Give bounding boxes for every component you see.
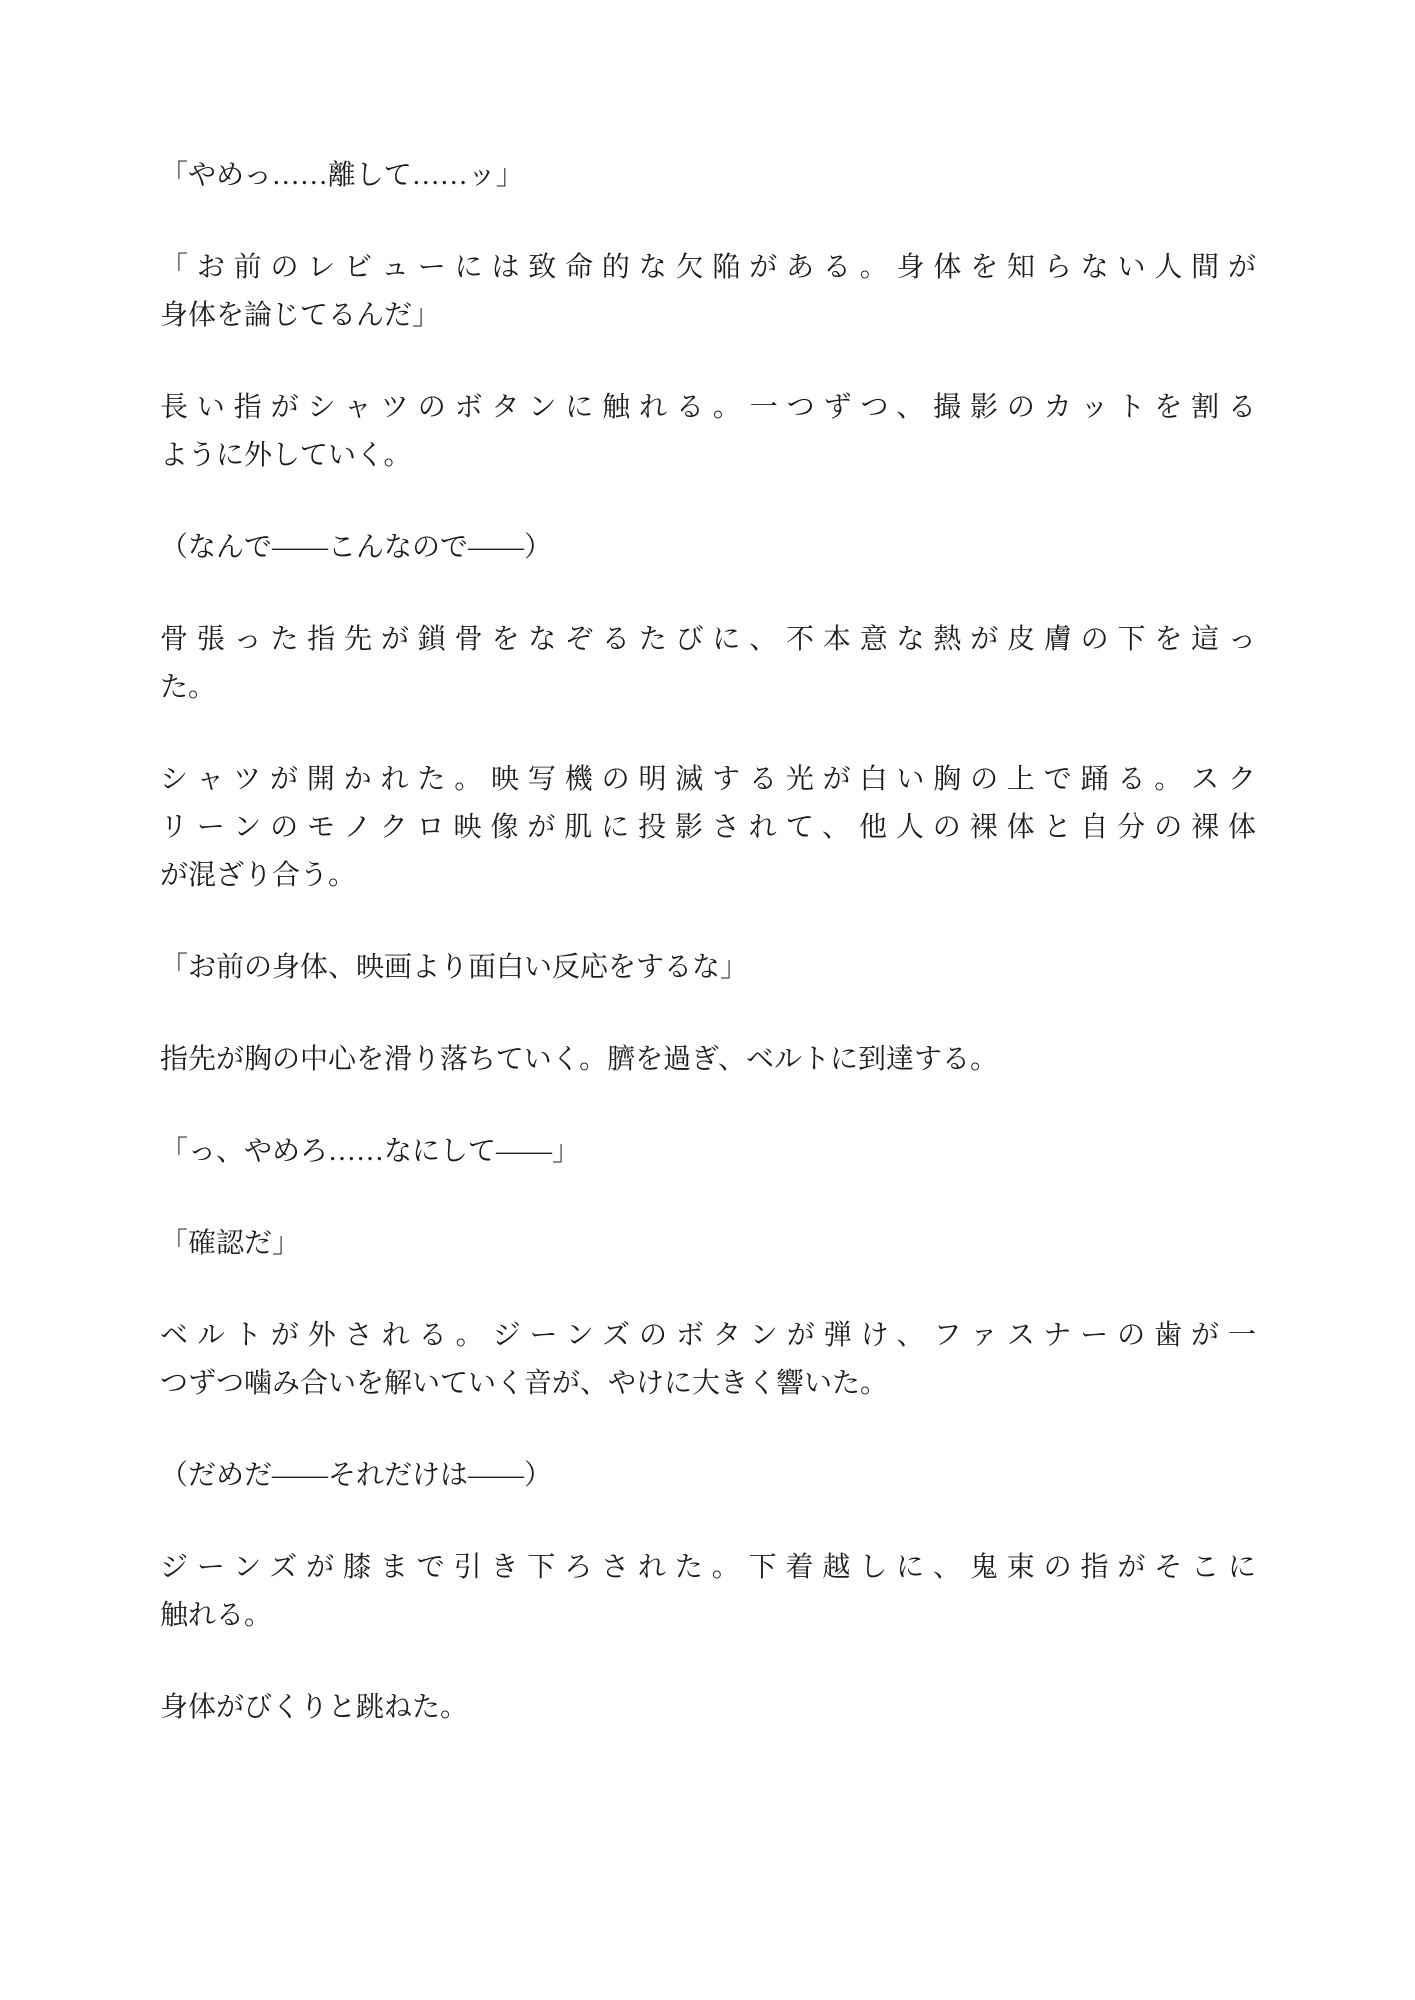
text-line: た。 [160, 672, 217, 703]
text-line: ように外していく。 [160, 440, 412, 471]
paragraph-narration [160, 1684, 1256, 1732]
paragraph-narration [160, 1312, 1256, 1408]
text-line: シャツが開かれた。映写機の明滅する光が白い胸の上で踊る。スク [160, 764, 1256, 795]
text-line: 触れる。 [160, 1600, 273, 1631]
text-line: 「お前のレビューには致命的な欠陥がある。身体を知らない人間が [160, 252, 1256, 283]
text-line: 骨張った指先が鎖骨をなぞるたびに、不本意な熱が皮膚の下を這っ [160, 624, 1256, 655]
paragraph-dialogue [160, 944, 1256, 992]
text-line: 「お前の身体、映画より面白い反応をするな」 [160, 952, 749, 983]
text-line: 「確認だ」 [160, 1228, 301, 1259]
text-line: 身体がびくりと跳ねた。 [160, 1692, 469, 1723]
text-line: 指先が胸の中心を滑り落ちていく。臍を過ぎ、ベルトに到達する。 [160, 1044, 999, 1075]
paragraph-dialogue [160, 244, 1256, 340]
text-line: つずつ噛み合いを解いていく音が、やけに大きく響いた。 [160, 1368, 889, 1399]
text-line: 長い指がシャツのボタンに触れる。一つずつ、撮影のカットを割る [160, 392, 1256, 423]
paragraph-inner-monologue [160, 1452, 1256, 1500]
paragraph-narration [160, 1544, 1256, 1640]
text-line: （なんで——こんなので——） [160, 532, 553, 563]
text-line: （だめだ——それだけは——） [160, 1460, 553, 1491]
text-line: 「やめっ……離して……ッ」 [160, 160, 524, 191]
text-line: 身体を論じてるんだ」 [160, 300, 441, 331]
paragraph-dialogue [160, 1128, 1256, 1176]
text-line: ベルトが外される。ジーンズのボタンが弾け、ファスナーの歯が一 [160, 1320, 1256, 1351]
text-line: 「っ、やめろ……なにして——」 [160, 1136, 581, 1167]
paragraph-narration [160, 616, 1256, 712]
paragraph-narration [160, 756, 1256, 900]
paragraph-dialogue [160, 152, 1256, 200]
paragraph-narration [160, 1036, 1256, 1084]
text-line: が混ざり合う。 [160, 860, 357, 891]
paragraph-dialogue [160, 1220, 1256, 1268]
paragraph-inner-monologue [160, 524, 1256, 572]
text-line: リーンのモノクロ映像が肌に投影されて、他人の裸体と自分の裸体 [160, 812, 1256, 843]
novel-text-body [160, 152, 1256, 1776]
text-line: ジーンズが膝まで引き下ろされた。下着越しに、鬼束の指がそこに [160, 1552, 1256, 1583]
paragraph-narration [160, 384, 1256, 480]
